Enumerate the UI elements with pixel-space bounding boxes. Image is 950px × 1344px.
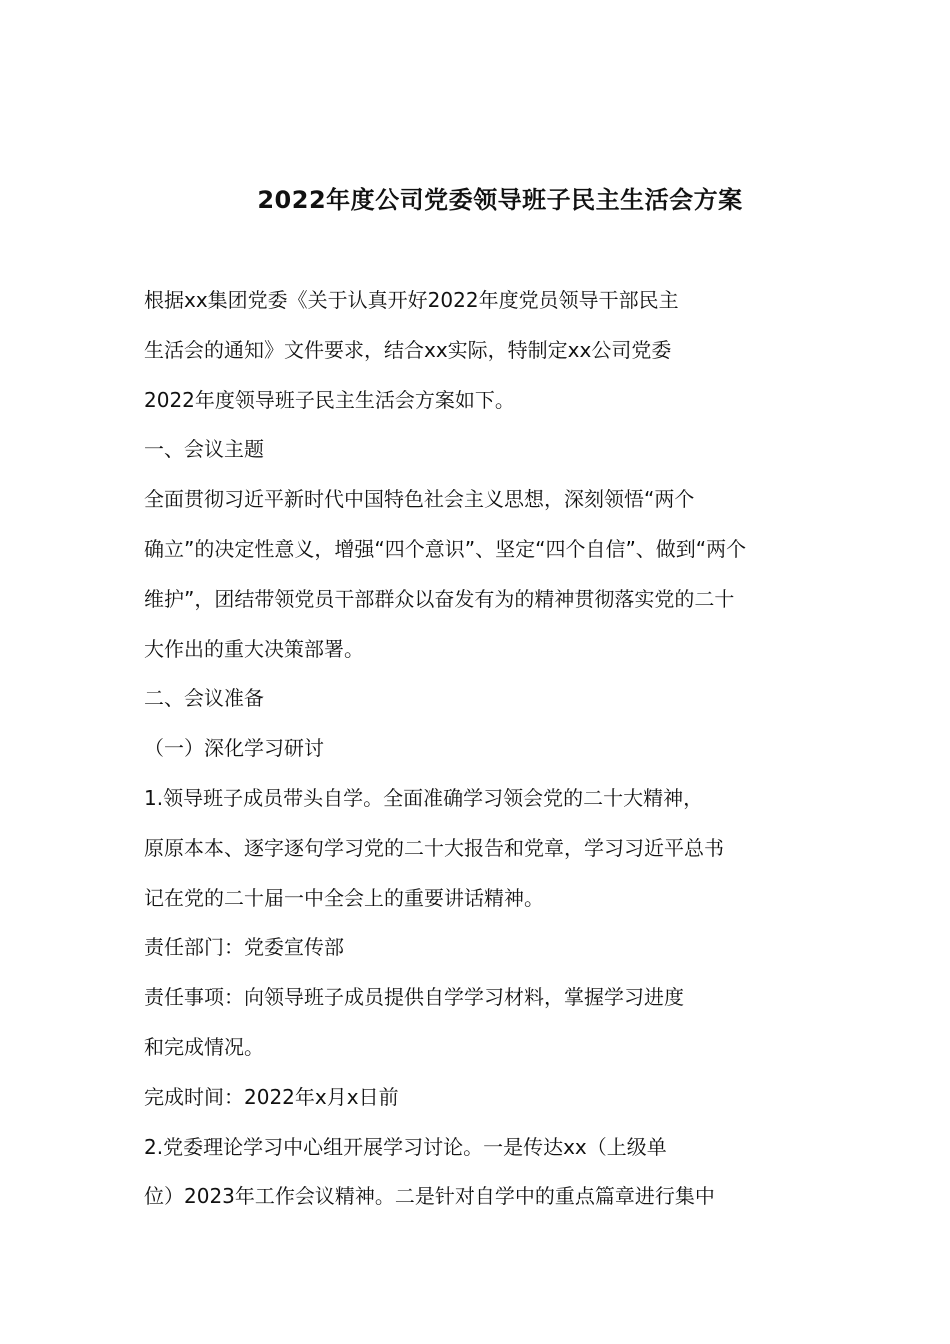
document-title: 2022年度公司党委领导班子民主生活会方案 (257, 186, 743, 214)
intro-paragraph: 根据xx集团党委《关于认真开好2022年度党员领导干部民主 生活会的通知》文件要求，结合xx实际，特制定xx公司党委 2022年度领导班子民主生活会方案如下。 (144, 288, 679, 412)
section-heading-meeting-preparation: 二、会议准备 (144, 686, 264, 711)
item-2-paragraph: 2.党委理论学习中心组开展学习讨论。一是传达xx（上级单 位）2023年工作会议精神。二是针对自学中的重点篇章进行集中 (144, 1134, 715, 1209)
item-1-paragraph: 1.领导班子成员带头自学。全面准确学习领会党的二十大精神， 原原本本、逐字逐句学习党的二十大报告和党章，学习习近平总书 记在党的二十届一中全会上的重要讲话精神。 (144, 785, 724, 910)
responsible-matters: 责任事项：向领导班子成员提供自学学习材料，掌握学习进度 和完成情况。 (144, 985, 684, 1059)
responsible-department: 责任部门：党委宣传部 (144, 935, 344, 960)
section-heading-meeting-theme: 一、会议主题 (144, 437, 264, 462)
theme-paragraph: 全面贯彻习近平新时代中国特色社会主义思想，深刻领悟“两个 确立”的决定性意义，增强“四个意识”、坚定“四个自信”、做到“两个 维护”，团结带领党员干部群众以奋发有为的精神贯彻落实党的二十 大作出的重大决策部署。 (144, 487, 747, 661)
document-body (144, 276, 824, 1222)
completion-time: 完成时间：2022年x月x日前 (144, 1084, 399, 1109)
subsection-heading-study: （一）深化学习研讨 (144, 736, 324, 761)
